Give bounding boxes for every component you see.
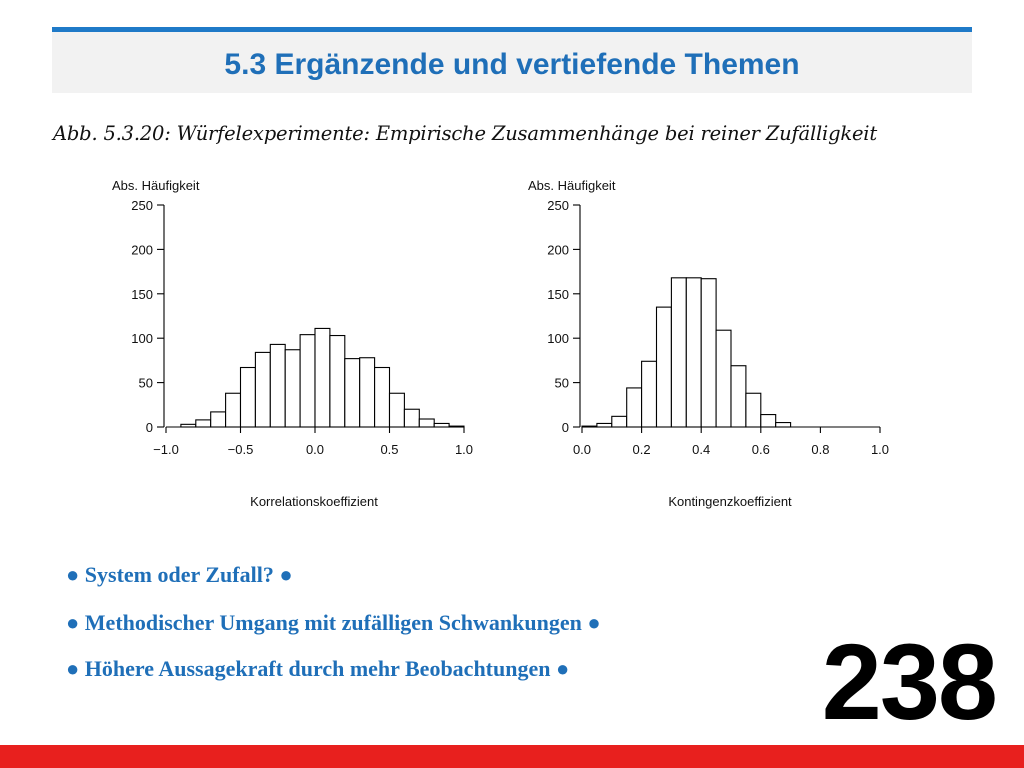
footer-bar [0,745,1024,768]
histogram-bar [330,336,345,427]
x-tick-label: 0.4 [692,442,711,457]
histogram-bar [627,388,642,427]
x-tick-label: 1.0 [870,442,890,457]
x-tick-label: 0.6 [751,442,770,457]
y-tick-label: 50 [138,375,153,391]
x-tick-label: 0.5 [380,442,399,457]
histogram-bar [270,344,285,427]
bars [582,278,791,427]
histogram-bar [315,328,330,427]
page-title: 5.3 Ergänzende und vertiefende Themen [224,48,800,81]
bars [181,328,464,427]
x-tick-label: 0.8 [811,442,830,457]
x-tick-label: 0.2 [632,442,651,457]
histogram-bar [716,330,731,427]
histogram-bar [776,423,791,427]
bullet-hoehere-aussagekraft: ● Höhere Aussagekraft durch mehr Beobachtungen ● [66,656,570,681]
x-tick-label: 0.0 [572,442,592,457]
y-tick-label: 200 [547,242,569,258]
y-tick-label: 250 [547,198,569,213]
x-tick-label: 1.0 [454,442,474,457]
y-tick-label: 150 [547,286,569,302]
y-tick-label: 100 [131,331,153,347]
y-tick-label: 250 [131,198,153,213]
histogram-bar [642,361,657,427]
histogram-bar [375,368,390,427]
histogram-bar [746,393,761,427]
bullet-system-oder-zufall: ● System oder Zufall? ● [66,562,293,587]
y-tick-label: 100 [547,331,569,347]
histogram-bar [241,368,256,427]
histogram-bar [255,352,270,427]
histogram-bar [211,412,226,427]
bullet-methodischer-umgang: ● Methodischer Umgang mit zufälligen Schwankungen ● [66,610,601,635]
x-tick-label: −1.0 [153,442,179,457]
histogram-bar [360,358,375,427]
histogram-contingency-svg [520,160,920,520]
histogram-contingency [520,160,920,525]
histogram-bar [686,278,701,427]
histogram-bar [196,420,211,427]
y-axis-label: Abs. Häufigkeit [528,178,616,193]
histogram-bar [419,419,434,427]
x-axis-label: Kontingenzkoeffizient [668,494,792,509]
histogram-bar [731,366,746,427]
page-number: 238 [821,621,996,742]
y-tick-label: 0 [561,420,569,435]
figure-caption: Abb. 5.3.20: Würfelexperimente: Empirische Zusammenhänge bei reiner Zufälligkeit [53,122,877,145]
y-tick-label: 200 [131,242,153,258]
x-tick-label: 0.0 [305,442,325,457]
histogram-bar [390,393,405,427]
histogram-bar [657,307,672,427]
x-tick-label: −0.5 [227,442,254,457]
header-bar [52,27,972,93]
y-axis-label: Abs. Häufigkeit [112,178,200,193]
x-axis-label: Korrelationskoeffizient [250,494,378,509]
y-tick-label: 0 [145,420,153,435]
histogram-bar [701,279,716,427]
histogram-correlation [100,160,500,525]
histogram-bar [612,416,627,427]
histogram-bar [226,393,241,427]
histogram-bar [285,350,300,427]
histogram-bar [345,359,360,427]
histogram-bar [404,409,419,427]
y-tick-label: 50 [554,375,569,391]
y-tick-label: 150 [131,286,153,302]
histogram-correlation-svg [100,160,500,520]
histogram-bar [761,415,776,427]
histogram-bar [671,278,686,427]
histogram-bar [300,335,315,427]
